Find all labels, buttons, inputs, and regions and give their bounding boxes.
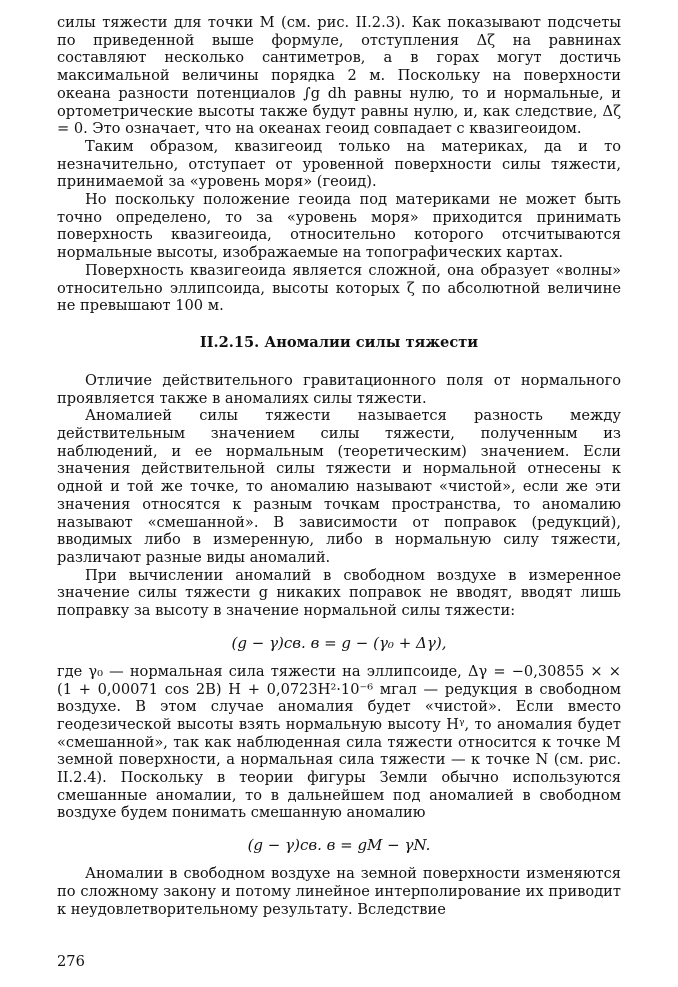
formula-mixed-anomaly: (g − γ)св. в = gM − γN. — [247, 836, 431, 855]
paragraph-normal-gravity-reduction: где γ₀ — нормальная сила тяжести на эллипсоиде, Δγ = −0,30855 × × (1 + 0,00071 cos 2B) H + 0,0723H²·10⁻⁶ мгал — редукция в свободном воздухе. В этом случае аномалия будет «чистой». Если вместо геодезической высоты взять нормальную высоту Hᵞ, то аномалия будет «смешанной», так как наблюденная сила тяжести относится к точке M земной поверхности, а нормальная сила тяжести — к точке N (см. рис. II.2.4). Поскольку в теории фигуры Земли обычно используются смешанные аномалии, то в дальнейшем под аномалией в свободном воздухе будем понимать смешанную аномалию — [57, 662, 621, 822]
section-heading: II.2.15. Аномалии силы тяжести — [199, 333, 479, 351]
paragraph-interpolation: Аномалии в свободном воздухе на земной поверхности изменяются по сложному закону и потому линейное интерполирование их приводит к неудовлетворительному результату. Вследствие — [57, 865, 621, 918]
formula-free-air-anomaly: (g − γ)св. в = g − (γ₀ + Δγ), — [231, 633, 447, 652]
paragraph-anomaly-definition: Аномалией силы тяжести называется разность между действительным значением силы тяжести, полученным из наблюдений, и ее нормальным (теоретическим) значением. Если значения действительной силы тяжести и нормальной отнесены к одной и той же точке, то аномалию называют «чистой», если же эти значения относятся к разным точкам пространства, то аномалию называют «смешанной». В зависимости от поправок (редукций), вводимых либо в измеренную, либо в нормальную силу тяжести, различают разные виды аномалий. — [57, 407, 621, 566]
paragraph-free-air-anomaly: При вычислении аномалий в свободном воздухе в измеренное значение силы тяжести g никаких поправок не вводят, вводят лишь поправку за высоту в значение нормальной силы тяжести: — [57, 566, 621, 620]
paragraph-quasigeoid-deviation: силы тяжести для точки M (см. рис. II.2.3). Как показывают подсчеты по приведенной выше формуле, отступления Δζ на равнинах составляют несколько сантиметров, а в горах могут достичь максимальной величины порядка 2 м. Поскольку на поверхности океана разности потенциалов ∫g dh равны нулю, то и нормальные, и ортометрические высоты также будут равны нулю, и, как следствие, Δζ = 0. Это означает, что на океанах геоид совпадает с квазигеоидом. — [57, 14, 621, 138]
page-number: 276 — [57, 953, 85, 970]
paragraph-sea-level-surface: Но поскольку положение геоида под материками не может быть точно определено, то за «уровень моря» приходится принимать поверхность квазигеоида, относительно которого отсчитываются нормальные высоты, изображаемые на топографических картах. — [57, 191, 621, 262]
paragraph-anomalies-intro: Отличие действительного гравитационного поля от нормального проявляется также в аномалиях силы тяжести. — [57, 371, 621, 407]
paragraph-quasigeoid-waves: Поверхность квазигеоида является сложной, она образует «волны» относительно эллипсоида, высоты которых ζ по абсолютной величине не превышают 100 м. — [57, 261, 621, 315]
paragraph-quasigeoid-continents: Таким образом, квазигеоид только на материках, да и то незначительно, отступает от уровенной поверхности силы тяжести, принимаемой за «уровень моря» (геоид). — [57, 137, 621, 191]
